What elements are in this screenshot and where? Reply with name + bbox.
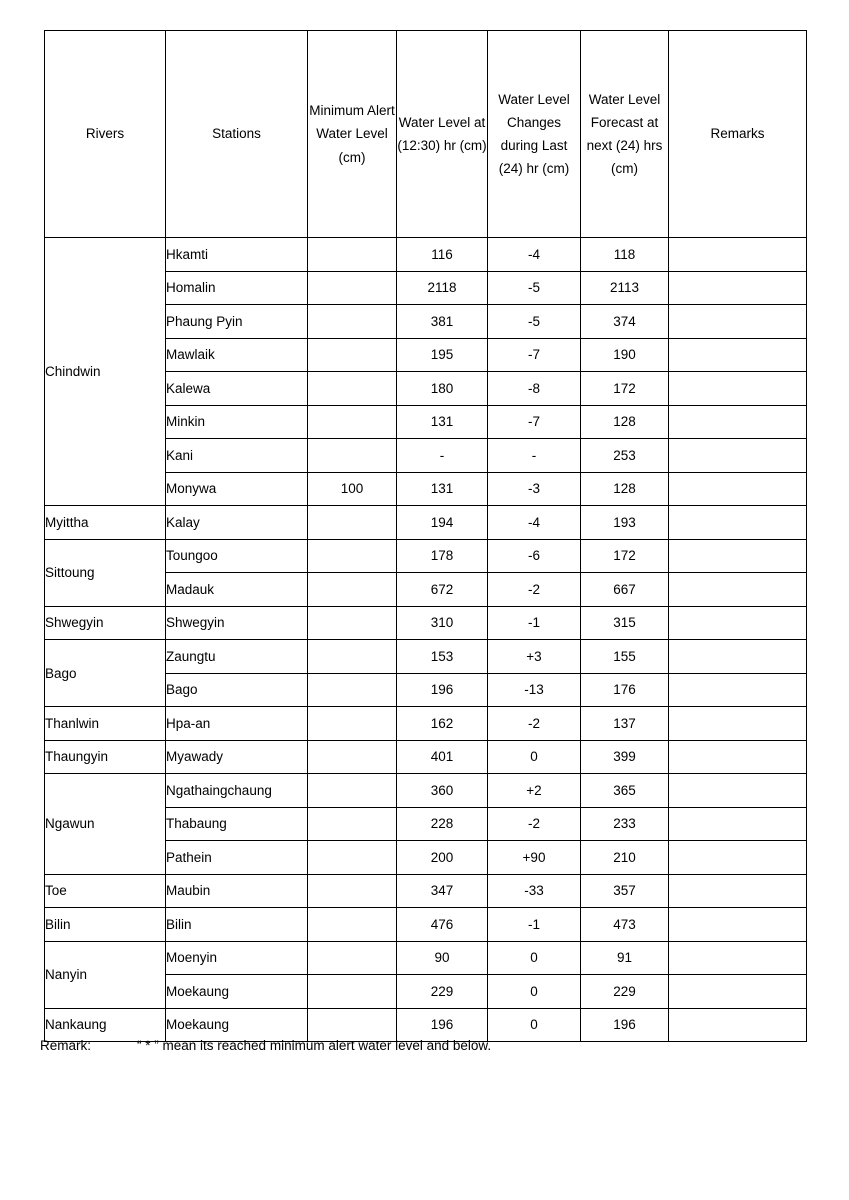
cell-alert: 100 bbox=[308, 472, 397, 506]
cell-change: -1 bbox=[488, 908, 581, 942]
cell-forecast: 357 bbox=[581, 874, 669, 908]
cell-forecast: 176 bbox=[581, 673, 669, 707]
cell-remarks bbox=[669, 1008, 807, 1042]
cell-remarks bbox=[669, 707, 807, 741]
cell-alert bbox=[308, 673, 397, 707]
cell-change: -33 bbox=[488, 874, 581, 908]
cell-forecast: 172 bbox=[581, 372, 669, 406]
cell-remarks bbox=[669, 673, 807, 707]
cell-remarks bbox=[669, 573, 807, 607]
table-row bbox=[45, 740, 807, 774]
cell-remarks bbox=[669, 305, 807, 339]
cell-forecast: 365 bbox=[581, 774, 669, 808]
cell-level: 90 bbox=[397, 941, 488, 975]
cell-station: Moekaung bbox=[166, 975, 308, 1009]
cell-forecast: 210 bbox=[581, 841, 669, 875]
column-header-stations bbox=[166, 31, 308, 238]
cell-alert bbox=[308, 573, 397, 607]
cell-forecast: 2113 bbox=[581, 271, 669, 305]
cell-river: Bilin bbox=[45, 908, 166, 942]
column-header-water-level-forecast-label: Water Level Forecast at next (24) hrs (cm) bbox=[586, 91, 663, 177]
cell-level: 228 bbox=[397, 807, 488, 841]
cell-remarks bbox=[669, 841, 807, 875]
cell-forecast: 155 bbox=[581, 640, 669, 674]
cell-forecast: 190 bbox=[581, 338, 669, 372]
cell-station: Homalin bbox=[166, 271, 308, 305]
cell-level: 200 bbox=[397, 841, 488, 875]
cell-remarks bbox=[669, 439, 807, 473]
cell-alert bbox=[308, 740, 397, 774]
cell-station: Zaungtu bbox=[166, 640, 308, 674]
cell-remarks bbox=[669, 338, 807, 372]
cell-change: -13 bbox=[488, 673, 581, 707]
cell-level: 196 bbox=[397, 1008, 488, 1042]
cell-river: Toe bbox=[45, 874, 166, 908]
cell-level: 2118 bbox=[397, 271, 488, 305]
cell-change: -4 bbox=[488, 238, 581, 272]
cell-alert bbox=[308, 774, 397, 808]
footer-remark-label: Remark: bbox=[40, 1038, 92, 1053]
cell-forecast: 91 bbox=[581, 941, 669, 975]
cell-level: 672 bbox=[397, 573, 488, 607]
cell-river: Thaungyin bbox=[45, 740, 166, 774]
column-header-min-alert-water-level-label: Minimum Alert Water Level (cm) bbox=[309, 103, 395, 165]
column-header-rivers-label: Rivers bbox=[85, 126, 125, 142]
cell-station: Bago bbox=[166, 673, 308, 707]
cell-river: Nankaung bbox=[45, 1008, 166, 1042]
column-header-water-level-changes bbox=[488, 31, 581, 238]
cell-remarks bbox=[669, 606, 807, 640]
cell-level: 153 bbox=[397, 640, 488, 674]
cell-river: Ngawun bbox=[45, 774, 166, 875]
cell-level: 229 bbox=[397, 975, 488, 1009]
column-header-water-level-forecast bbox=[581, 31, 669, 238]
table-row bbox=[45, 707, 807, 741]
cell-level: 347 bbox=[397, 874, 488, 908]
cell-change: -8 bbox=[488, 372, 581, 406]
cell-remarks bbox=[669, 941, 807, 975]
column-header-water-level-at-time bbox=[397, 31, 488, 238]
cell-station: Myawady bbox=[166, 740, 308, 774]
cell-remarks bbox=[669, 774, 807, 808]
cell-river: Bago bbox=[45, 640, 166, 707]
column-header-remarks bbox=[669, 31, 807, 238]
cell-alert bbox=[308, 874, 397, 908]
cell-station: Monywa bbox=[166, 472, 308, 506]
cell-alert bbox=[308, 405, 397, 439]
cell-forecast: 374 bbox=[581, 305, 669, 339]
cell-remarks bbox=[669, 640, 807, 674]
table-row bbox=[45, 908, 807, 942]
cell-alert bbox=[308, 506, 397, 540]
cell-forecast: 128 bbox=[581, 405, 669, 439]
cell-remarks bbox=[669, 740, 807, 774]
cell-alert bbox=[308, 238, 397, 272]
column-header-water-level-at-time-label: Water Level at (12:30) hr (cm) bbox=[397, 114, 487, 153]
table-row bbox=[45, 539, 807, 573]
cell-station: Kalewa bbox=[166, 372, 308, 406]
cell-change: -7 bbox=[488, 405, 581, 439]
cell-level: 178 bbox=[397, 539, 488, 573]
cell-change: -1 bbox=[488, 606, 581, 640]
column-header-stations-label: Stations bbox=[212, 126, 261, 142]
cell-station: Phaung Pyin bbox=[166, 305, 308, 339]
cell-change: -5 bbox=[488, 305, 581, 339]
cell-river: Sittoung bbox=[45, 539, 166, 606]
cell-forecast: 315 bbox=[581, 606, 669, 640]
cell-level: 381 bbox=[397, 305, 488, 339]
cell-change: - bbox=[488, 439, 581, 473]
cell-remarks bbox=[669, 807, 807, 841]
cell-forecast: 196 bbox=[581, 1008, 669, 1042]
cell-forecast: 128 bbox=[581, 472, 669, 506]
cell-forecast: 233 bbox=[581, 807, 669, 841]
cell-level: 360 bbox=[397, 774, 488, 808]
cell-station: Hkamti bbox=[166, 238, 308, 272]
cell-station: Shwegyin bbox=[166, 606, 308, 640]
cell-change: -2 bbox=[488, 807, 581, 841]
cell-station: Kani bbox=[166, 439, 308, 473]
cell-remarks bbox=[669, 975, 807, 1009]
cell-station: Bilin bbox=[166, 908, 308, 942]
cell-change: 0 bbox=[488, 941, 581, 975]
cell-forecast: 172 bbox=[581, 539, 669, 573]
table-body bbox=[45, 238, 807, 1042]
cell-river: Chindwin bbox=[45, 238, 166, 506]
cell-alert bbox=[308, 640, 397, 674]
cell-alert bbox=[308, 305, 397, 339]
cell-level: 194 bbox=[397, 506, 488, 540]
footer-remark-text: “ * ” mean its reached minimum alert water level and below. bbox=[137, 1038, 492, 1053]
cell-station: Maubin bbox=[166, 874, 308, 908]
table-header-row bbox=[45, 31, 807, 238]
cell-alert bbox=[308, 807, 397, 841]
cell-level: 131 bbox=[397, 472, 488, 506]
column-header-water-level-changes-label: Water Level Changes during Last (24) hr (cm) bbox=[498, 91, 570, 177]
table-row bbox=[45, 774, 807, 808]
cell-change: 0 bbox=[488, 740, 581, 774]
cell-alert bbox=[308, 707, 397, 741]
cell-river: Nanyin bbox=[45, 941, 166, 1008]
table-row bbox=[45, 1008, 807, 1042]
column-header-rivers bbox=[45, 31, 166, 238]
cell-level: 310 bbox=[397, 606, 488, 640]
cell-level: 476 bbox=[397, 908, 488, 942]
cell-forecast: 229 bbox=[581, 975, 669, 1009]
cell-forecast: 473 bbox=[581, 908, 669, 942]
cell-remarks bbox=[669, 271, 807, 305]
cell-forecast: 667 bbox=[581, 573, 669, 607]
cell-change: -2 bbox=[488, 573, 581, 607]
cell-level: 131 bbox=[397, 405, 488, 439]
cell-station: Kalay bbox=[166, 506, 308, 540]
cell-station: Ngathaingchaung bbox=[166, 774, 308, 808]
cell-alert bbox=[308, 941, 397, 975]
cell-level: 162 bbox=[397, 707, 488, 741]
cell-alert bbox=[308, 1008, 397, 1042]
cell-alert bbox=[308, 271, 397, 305]
cell-change: +90 bbox=[488, 841, 581, 875]
cell-level: 195 bbox=[397, 338, 488, 372]
cell-station: Hpa-an bbox=[166, 707, 308, 741]
cell-alert bbox=[308, 539, 397, 573]
cell-station: Minkin bbox=[166, 405, 308, 439]
cell-forecast: 253 bbox=[581, 439, 669, 473]
water-level-table-container bbox=[44, 30, 806, 1042]
cell-alert bbox=[308, 372, 397, 406]
cell-forecast: 193 bbox=[581, 506, 669, 540]
cell-forecast: 118 bbox=[581, 238, 669, 272]
cell-remarks bbox=[669, 472, 807, 506]
cell-remarks bbox=[669, 539, 807, 573]
cell-station: Moenyin bbox=[166, 941, 308, 975]
cell-station: Madauk bbox=[166, 573, 308, 607]
cell-station: Mawlaik bbox=[166, 338, 308, 372]
cell-level: 180 bbox=[397, 372, 488, 406]
cell-change: -3 bbox=[488, 472, 581, 506]
table-row bbox=[45, 640, 807, 674]
cell-change: +2 bbox=[488, 774, 581, 808]
cell-change: -4 bbox=[488, 506, 581, 540]
cell-level: - bbox=[397, 439, 488, 473]
cell-remarks bbox=[669, 908, 807, 942]
cell-river: Shwegyin bbox=[45, 606, 166, 640]
table-row bbox=[45, 606, 807, 640]
cell-alert bbox=[308, 841, 397, 875]
cell-alert bbox=[308, 908, 397, 942]
cell-change: +3 bbox=[488, 640, 581, 674]
cell-river: Myittha bbox=[45, 506, 166, 540]
cell-forecast: 137 bbox=[581, 707, 669, 741]
cell-remarks bbox=[669, 405, 807, 439]
cell-station: Toungoo bbox=[166, 539, 308, 573]
column-header-remarks-label: Remarks bbox=[710, 126, 765, 142]
cell-station: Moekaung bbox=[166, 1008, 308, 1042]
cell-remarks bbox=[669, 506, 807, 540]
cell-level: 116 bbox=[397, 238, 488, 272]
cell-change: -7 bbox=[488, 338, 581, 372]
table-row bbox=[45, 238, 807, 272]
cell-level: 401 bbox=[397, 740, 488, 774]
cell-change: 0 bbox=[488, 975, 581, 1009]
table-header bbox=[45, 31, 807, 238]
cell-alert bbox=[308, 439, 397, 473]
cell-change: -6 bbox=[488, 539, 581, 573]
cell-forecast: 399 bbox=[581, 740, 669, 774]
water-level-table bbox=[44, 30, 807, 1042]
cell-change: -2 bbox=[488, 707, 581, 741]
cell-station: Thabaung bbox=[166, 807, 308, 841]
cell-station: Pathein bbox=[166, 841, 308, 875]
footer-remark bbox=[40, 1038, 810, 1053]
cell-remarks bbox=[669, 238, 807, 272]
table-row bbox=[45, 941, 807, 975]
table-row bbox=[45, 874, 807, 908]
table-row bbox=[45, 506, 807, 540]
cell-level: 196 bbox=[397, 673, 488, 707]
cell-remarks bbox=[669, 372, 807, 406]
cell-river: Thanlwin bbox=[45, 707, 166, 741]
cell-change: 0 bbox=[488, 1008, 581, 1042]
cell-change: -5 bbox=[488, 271, 581, 305]
cell-alert bbox=[308, 338, 397, 372]
column-header-min-alert-water-level bbox=[308, 31, 397, 238]
cell-alert bbox=[308, 975, 397, 1009]
cell-remarks bbox=[669, 874, 807, 908]
cell-alert bbox=[308, 606, 397, 640]
